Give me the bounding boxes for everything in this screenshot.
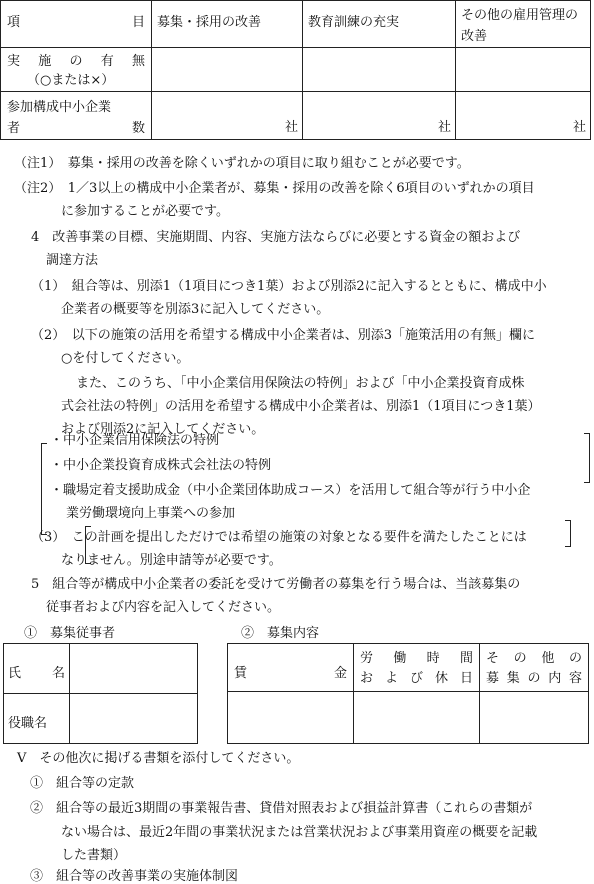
cell-impl-recruit[interactable] <box>152 48 303 92</box>
position-label: 役職名 <box>4 694 70 744</box>
para-2-b-cont: 式会社法の特例」の活用を希望する構成中小企業者は、別添1（1項目につき1葉） <box>61 399 541 414</box>
wage-field[interactable] <box>228 692 354 744</box>
attach-item-1: ① 組合等の定款 <box>30 776 135 791</box>
para-2-b-cont2: および別添2に記入してください。 <box>61 422 265 437</box>
box-item-3-cont: 業労働環境向上事業への参加 <box>66 506 236 521</box>
box-bracket-right <box>584 433 590 483</box>
header-recruit: 募集・採用の改善 <box>152 1 303 48</box>
box-item-3: ・職場定着支援助成金（中小企業団体助成コース）を活用して組合等が行う中小企 <box>50 483 531 498</box>
header-item-label: 項 目 <box>7 15 145 30</box>
wage-header: 賃 金 <box>228 644 354 692</box>
position-field[interactable] <box>70 694 198 744</box>
implementation-table <box>0 0 591 140</box>
para-2: （2） 以下の施策の活用を希望する構成中小企業者は、別添3「施策活用の有無」欄に <box>31 328 536 343</box>
unit-label: 社 <box>572 120 586 135</box>
box-item-1: ・中小企業信用保険法の特例 <box>50 433 220 448</box>
box-item-2: ・中小企業投資育成株式会社法の特例 <box>50 458 272 473</box>
section5-heading: 5 組合等が構成中小企業者の委託を受けて労働者の募集を行う場合は、当該募集の <box>31 577 521 592</box>
header-training: 教育訓練の充実 <box>303 1 456 48</box>
attach-item-3: ③ 組合等の改善事業の実施体制図 <box>30 869 239 884</box>
para-2-cont: ○を付してください。 <box>61 351 190 366</box>
note-2: （注2） 1／3以上の構成中小企業者が、募集・採用の改善を除く6項目のいずれかの項目 <box>14 181 535 196</box>
box-bracket-left <box>41 443 47 535</box>
name-label: 氏 名 <box>4 644 70 694</box>
header-item <box>1 1 152 48</box>
name-field[interactable] <box>70 644 198 694</box>
header-other: その他の雇用管理の改善 <box>456 1 591 48</box>
other-header: その他の 募集の内容 <box>480 644 589 692</box>
recruiter-subtitle: ① 募集従事者 <box>24 626 116 641</box>
cell-impl-training[interactable] <box>303 48 456 92</box>
para-3-bracket-right <box>565 520 571 547</box>
section4-heading: 4 改善事業の目標、実施期間、内容、実施方法ならびに必要とする資金の額および <box>31 230 521 245</box>
sectionV-heading: V その他次に掲げる書類を添付してください。 <box>17 751 300 766</box>
recruit-content-table <box>227 643 589 744</box>
attach-item-2-cont2: した書類） <box>61 848 127 863</box>
cell-count-other[interactable] <box>456 92 591 140</box>
note-1: （注1） 募集・採用の改善を除くいずれかの項目に取り組むことが必要です。 <box>14 156 470 171</box>
para-1-cont: 企業者の概要等を別添3に記入してください。 <box>61 302 330 317</box>
row-implementation-label: 実施の有無 （○または×） <box>1 48 152 92</box>
section5-heading-cont: 従事者および内容を記入してください。 <box>46 600 281 615</box>
cell-count-recruit[interactable] <box>152 92 303 140</box>
attach-item-2: ② 組合等の最近3期間の事業報告書、貸借対照表および損益計算書（これらの書類が <box>30 801 533 816</box>
para-3: （3） この計画を提出しただけでは希望の施策の対象となる要件を満たしたことには <box>31 530 527 545</box>
unit-label: 社 <box>437 120 451 135</box>
hours-field[interactable] <box>354 692 480 744</box>
unit-label: 社 <box>284 120 298 135</box>
recruit-content-subtitle: ② 募集内容 <box>241 626 320 641</box>
cell-impl-other[interactable] <box>456 48 591 92</box>
other-field[interactable] <box>480 692 589 744</box>
section4-heading-cont: 調達方法 <box>46 253 99 268</box>
para-1: （1） 組合等は、別添1（1項目につき1葉）および別添2に記入するとともに、構成中小 <box>31 279 547 294</box>
cell-count-training[interactable] <box>303 92 456 140</box>
attach-item-2-cont: ない場合は、最近2年間の事業状況または営業状況および事業用資産の概要を記載 <box>61 825 538 840</box>
para-2-b: また、このうち、「中小企業信用保険法の特例」および「中小企業投資育成株 <box>76 376 525 391</box>
row-participants-label: 参加構成中小企業 者 数 <box>1 92 152 140</box>
para-3-cont: なりません。別途申請等が必要です。 <box>61 553 282 568</box>
hours-header: 労働時間 および休日 <box>354 644 480 692</box>
recruiter-table <box>3 643 198 744</box>
note-2-cont: に参加することが必要です。 <box>61 204 229 219</box>
